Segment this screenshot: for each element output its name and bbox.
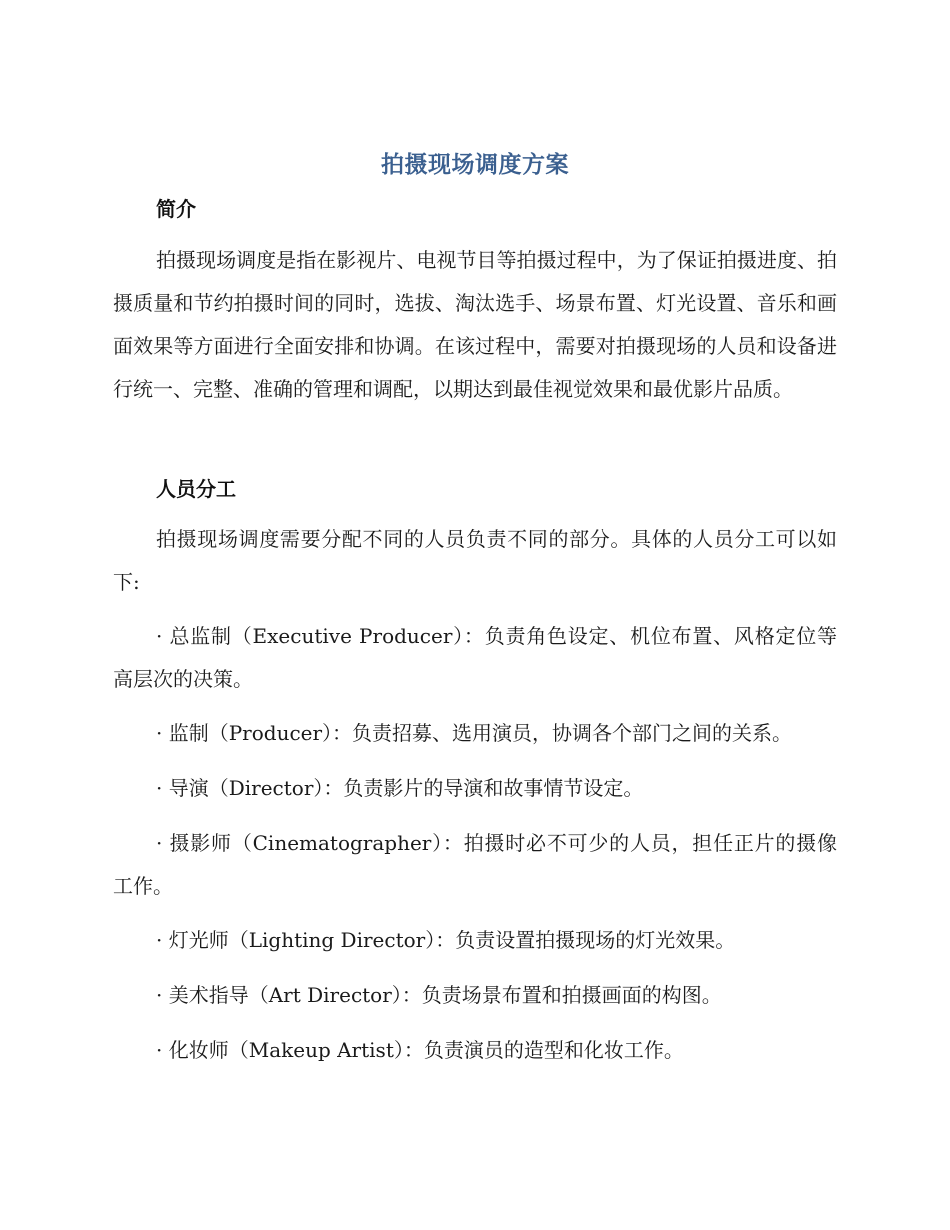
list-item-makeup-artist: · 化妆师（Makeup Artist）：负责演员的造型和化妆工作。	[156, 1038, 684, 1062]
section-heading-staff: 人员分工	[156, 477, 236, 501]
section-heading-intro: 简介	[156, 197, 196, 221]
list-item-producer: · 监制（Producer）：负责招募、选用演员，协调各个部门之间的关系。	[156, 721, 793, 745]
document-title: 拍摄现场调度方案	[381, 152, 569, 178]
list-item-cinematographer: · 摄影师（Cinematographer）：拍摄时必不可少的人员，担任正片的摄像工作。	[113, 831, 837, 898]
list-item-executive-producer: · 总监制（Executive Producer）：负责角色设定、机位布置、风格定位等高层次的决策。	[113, 624, 837, 691]
list-item-art-director: · 美术指导（Art Director）：负责场景布置和拍摄画面的构图。	[156, 983, 722, 1007]
staff-paragraph: 拍摄现场调度需要分配不同的人员负责不同的部分。具体的人员分工可以如下:	[113, 527, 837, 594]
list-item-director: · 导演（Director）：负责影片的导演和故事情节设定。	[156, 776, 644, 800]
list-item-lighting-director: · 灯光师（Lighting Director）：负责设置拍摄现场的灯光效果。	[156, 928, 736, 952]
intro-paragraph: 拍摄现场调度是指在影视片、电视节目等拍摄过程中，为了保证拍摄进度、拍摄质量和节约拍摄时间的同时，选拔、淘汰选手、场景布置、灯光设置、音乐和画面效果等方面进行全面安排和协调。在该过程中，需要对拍摄现场的人员和设备进行统一、完整、准确的管理和调配，以期达到最佳视觉效果和最优影片品质。	[113, 248, 837, 401]
